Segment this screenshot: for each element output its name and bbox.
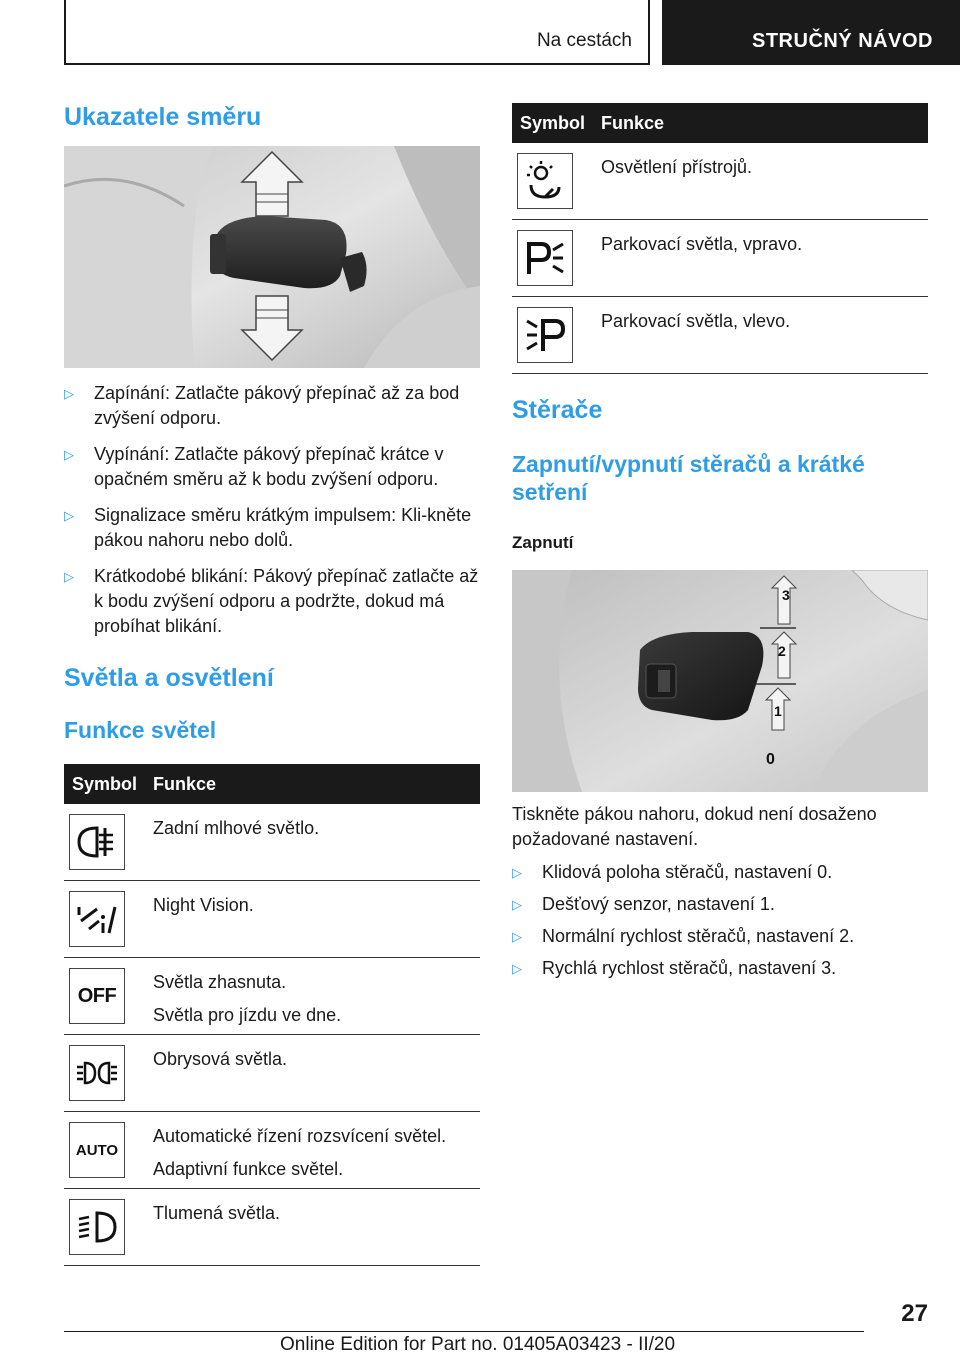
wiper-instruction: Tiskněte pákou nahoru, dokud není dosaženo požadované nastavení.	[512, 804, 877, 849]
list-item: ▷ Vypínání: Zatlačte pákový přepínač krátce v opačném směru až k bodu zvýšení odporu.	[64, 444, 444, 489]
instrument-lighting-icon	[517, 153, 573, 209]
table-row: Zadní mlhové světlo.	[64, 804, 480, 881]
table-row: OFF Světla zhasnuta. Světla pro jízdu ve dne.	[64, 958, 480, 1035]
wiper-lever-image	[512, 570, 928, 792]
position-3-label: 3	[782, 587, 790, 603]
list-item: ▷ Krátkodobé blikání: Pákový přepínač zatlačte až k bodu zvýšení odporu a podržte, dokud má probíhat blikání.	[64, 566, 479, 636]
footer-divider	[64, 1331, 864, 1332]
bullet-triangle-icon: ▷	[64, 386, 74, 401]
list-item: ▷ Zapínání: Zatlačte pákový přepínač až za bod zvýšení odporu.	[64, 383, 460, 428]
function-column-header: Funkce	[153, 764, 480, 804]
wipers-subheading: Zapnutí/vypnutí stěračů a krátké setření	[512, 451, 865, 505]
page-number: 27	[901, 1300, 928, 1327]
wipers-heading: Stěrače	[512, 396, 603, 424]
list-item: ▷ Signalizace směru krátkým impulsem: Kli‐kněte pákou nahoru nebo dolů.	[64, 505, 472, 550]
turn-signal-lever-image	[64, 146, 480, 368]
position-1-label: 1	[774, 703, 782, 719]
table-row: AUTO Automatické řízení rozsvícení světel. Adaptivní funkce světel.	[64, 1112, 480, 1189]
night-vision-icon	[69, 891, 125, 947]
table-row: Osvětlení přístrojů.	[512, 143, 928, 220]
position-0-label: 0	[766, 751, 775, 768]
rear-fog-light-icon	[69, 814, 125, 870]
list-item: ▷ Normální rychlost stěračů, nastavení 2.	[512, 924, 928, 949]
wiper-settings-list	[512, 860, 928, 988]
list-item: ▷ Klidová poloha stěračů, nastavení 0.	[512, 860, 928, 885]
lights-heading: Světla a osvětlení	[64, 664, 274, 692]
table-row: Parkovací světla, vlevo.	[512, 297, 928, 374]
bullet-triangle-icon: ▷	[64, 508, 74, 523]
symbol-column-header: Symbol	[64, 764, 153, 804]
parking-light-right-icon	[517, 230, 573, 286]
table-row: Obrysová světla.	[64, 1035, 480, 1112]
turn-signals-list	[64, 381, 480, 650]
side-lights-icon	[69, 1045, 125, 1101]
bullet-triangle-icon: ▷	[512, 961, 522, 976]
bullet-triangle-icon: ▷	[64, 569, 74, 584]
table-row: Night Vision.	[64, 881, 480, 958]
turn-signals-heading: Ukazatele směru	[64, 103, 262, 131]
section-title: Na cestách	[536, 30, 632, 51]
auto-icon: AUTO	[69, 1122, 125, 1178]
light-functions-subheading: Funkce světel	[64, 717, 217, 743]
symbol-column-header: Symbol	[512, 103, 601, 143]
low-beam-icon	[69, 1199, 125, 1255]
header-left-frame	[64, 0, 650, 65]
bullet-triangle-icon: ▷	[512, 897, 522, 912]
list-item: ▷ Dešťový senzor, nastavení 1.	[512, 892, 928, 917]
switch-on-heading: Zapnutí	[512, 533, 574, 552]
off-icon: OFF	[69, 968, 125, 1024]
light-functions-table	[64, 764, 480, 1266]
bullet-triangle-icon: ▷	[512, 865, 522, 880]
lighting-symbols-table	[512, 103, 928, 374]
guide-tab-label: STRUČNÝ NÁVOD	[752, 30, 933, 52]
parking-light-left-icon	[517, 307, 573, 363]
function-column-header: Funkce	[601, 103, 928, 143]
position-2-label: 2	[778, 643, 786, 659]
list-item: ▷ Rychlá rychlost stěračů, nastavení 3.	[512, 956, 928, 981]
table-row: Parkovací světla, vpravo.	[512, 220, 928, 297]
edition-note: Online Edition for Part no. 01405A03423 - II/20	[280, 1334, 676, 1355]
bullet-triangle-icon: ▷	[64, 447, 74, 462]
table-row: Tlumená světla.	[64, 1189, 480, 1266]
bullet-triangle-icon: ▷	[512, 929, 522, 944]
